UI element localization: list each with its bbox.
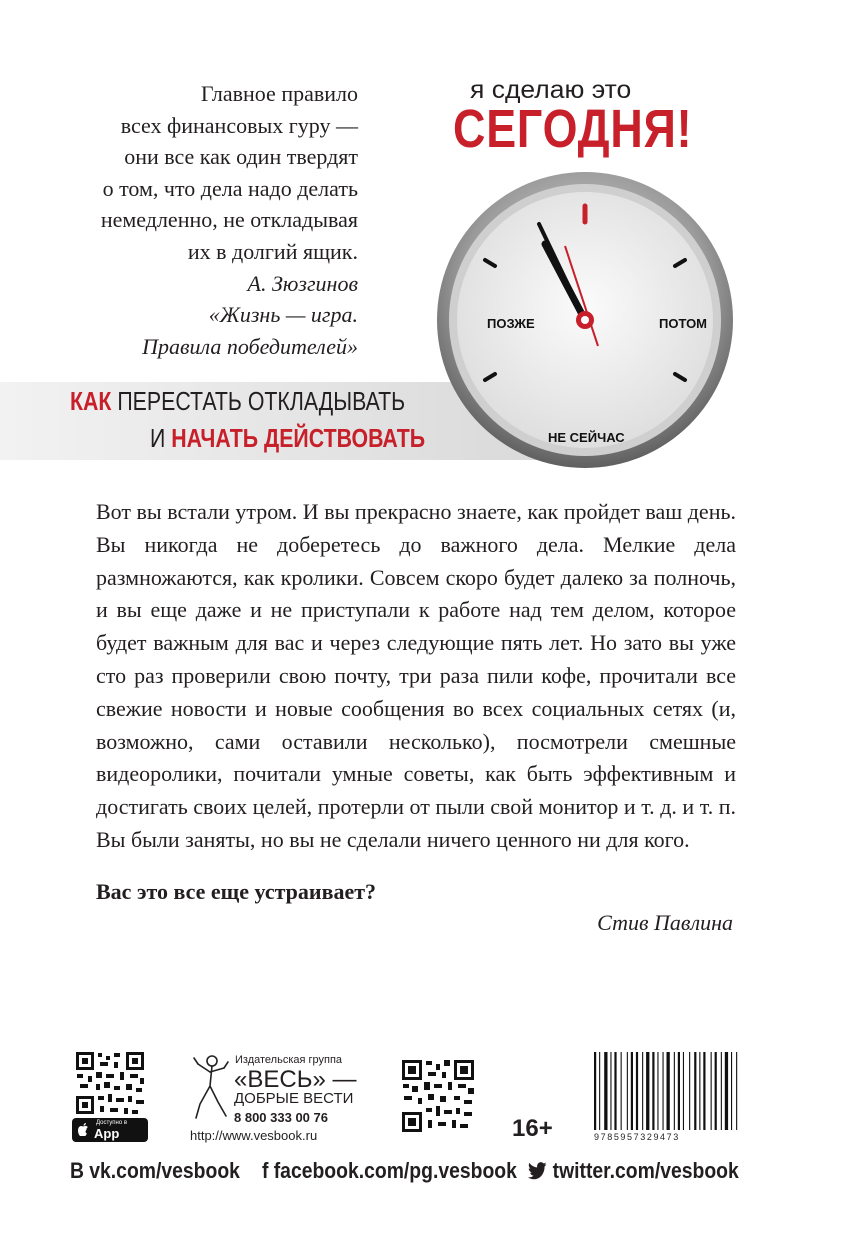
qr-code-site[interactable] — [400, 1058, 476, 1134]
signature: Стив Павлина — [597, 910, 733, 935]
epigraph-line: их в долгий ящик. — [187, 238, 358, 264]
vk-icon: B — [70, 1158, 84, 1183]
publisher-group: Издательская группа — [235, 1054, 343, 1066]
epigraph — [101, 78, 358, 362]
barcode-bar — [599, 1052, 600, 1130]
barcode-bar — [678, 1052, 680, 1130]
social-facebook[interactable] — [262, 1158, 517, 1184]
epigraph-book-title-cont: Правила победителей» — [142, 333, 358, 359]
social-twitter[interactable] — [528, 1158, 739, 1184]
barcode-bar — [699, 1052, 700, 1130]
subtitle-line-1 — [70, 386, 405, 417]
barcode-bar — [694, 1052, 696, 1130]
qr-code-app[interactable] — [74, 1050, 146, 1116]
barcode-bar — [614, 1052, 616, 1130]
publisher-name: «ВЕСЬ» — — [234, 1066, 357, 1093]
barcode-bar — [627, 1052, 628, 1130]
clock-label-left: ПОЗЖЕ — [487, 316, 535, 331]
publisher-phone: 8 800 333 00 76 — [234, 1110, 328, 1125]
barcode-bar — [667, 1052, 670, 1130]
barcode-bar — [721, 1052, 722, 1130]
barcode-bar — [674, 1052, 675, 1130]
epigraph-line: немедленно, не откладывая — [100, 207, 358, 233]
barcode-bar — [652, 1052, 654, 1130]
barcode-bar — [610, 1052, 611, 1130]
age-rating: 16+ — [512, 1115, 553, 1142]
title-big: СЕГОДНЯ! — [453, 99, 693, 159]
twitter-icon — [528, 1162, 547, 1180]
barcode-bar — [657, 1052, 658, 1130]
body-paragraph — [96, 496, 736, 857]
barcode-bar — [703, 1052, 705, 1130]
epigraph-line: Главное правило — [200, 81, 358, 106]
barcode-bar — [731, 1052, 732, 1130]
facebook-link[interactable]: facebook.com/pg.vesbook — [273, 1158, 517, 1183]
subtitle-text: ПЕРЕСТАТЬ ОТКЛАДЫВАТЬ — [111, 386, 406, 416]
clock-label-right: ПОТОМ — [659, 316, 708, 331]
barcode-bar — [715, 1052, 717, 1130]
barcode — [592, 1052, 740, 1134]
subtitle-red-word: КАК — [70, 386, 112, 416]
question: Вас это все еще устраивает? — [96, 879, 377, 904]
epigraph-line: они все как один твердят — [124, 144, 358, 170]
app-store-text: App Store — [94, 1126, 128, 1156]
barcode-bar — [683, 1052, 684, 1130]
barcode-bar — [621, 1052, 622, 1130]
subtitle-conj: И — [150, 423, 172, 453]
body-paragraph-text: Вот вы встали утром. И вы прекрасно знаете, как пройдет ваш день. Вы никогда не доберетесь до важного дела. Мелкие дела размножаются, как кролики. Совсем скоро будет далеко за полночь, и вы еще даже и не приступали к работе над тем делом, которое будет важным для вас и через следующие пять лет. Но зато вы уже сто раз проверили свою почту, три раза пили кофе, прочитали все свежие новости и новые сообщения во всех социальных сетях (и, возможно, сами оставили несколько), посмотрели смешные видеоролики, почитали умные советы, как быть эффективным и достигать своих целей, протерли от пыли свой монитор и т. д. и т. п. Вы были заняты, но вы не сделали ничего ценного ни для кого. — [96, 499, 736, 852]
subtitle-red-phrase: НАЧАТЬ ДЕЙСТВОВАТЬ — [171, 423, 426, 453]
epigraph-author: А. Зюзгинов — [247, 270, 358, 296]
publisher-subtitle: ДОБРЫЕ ВЕСТИ — [234, 1090, 354, 1107]
epigraph-line: о том, что дела надо делать — [102, 175, 358, 201]
barcode-bar — [631, 1052, 633, 1130]
barcode-bar — [594, 1052, 596, 1130]
barcode-bar — [636, 1052, 638, 1130]
vk-link[interactable]: vk.com/vesbook — [89, 1158, 240, 1183]
barcode-bar — [711, 1052, 712, 1130]
barcode-bar — [725, 1052, 728, 1130]
barcode-bar — [604, 1052, 607, 1130]
barcode-bar — [736, 1052, 737, 1130]
barcode-bar — [663, 1052, 664, 1130]
epigraph-book-title: «Жизнь — игра. — [208, 302, 358, 328]
app-store-small-text: Доступно в — [96, 1120, 128, 1126]
publisher-url[interactable]: http://www.vesbook.ru — [190, 1128, 318, 1143]
app-store-badge[interactable] — [72, 1118, 148, 1156]
subtitle-line-2 — [150, 423, 425, 454]
publisher-logo-icon — [192, 1052, 230, 1122]
title-small: я сделаю это — [470, 76, 632, 104]
social-vk[interactable] — [70, 1158, 240, 1184]
isbn-number: 9785957329473 — [594, 1132, 680, 1142]
barcode-bar — [646, 1052, 649, 1130]
epigraph-line: всех финансовых гуру — — [120, 112, 358, 138]
clock-label-bottom: НЕ СЕЙЧАС — [548, 430, 625, 445]
barcode-bar — [689, 1052, 690, 1130]
twitter-link[interactable]: twitter.com/vesbook — [552, 1158, 739, 1183]
facebook-icon: f — [262, 1158, 269, 1183]
barcode-bar — [642, 1052, 643, 1130]
apple-icon — [78, 1122, 90, 1136]
clock-illustration — [435, 160, 735, 480]
